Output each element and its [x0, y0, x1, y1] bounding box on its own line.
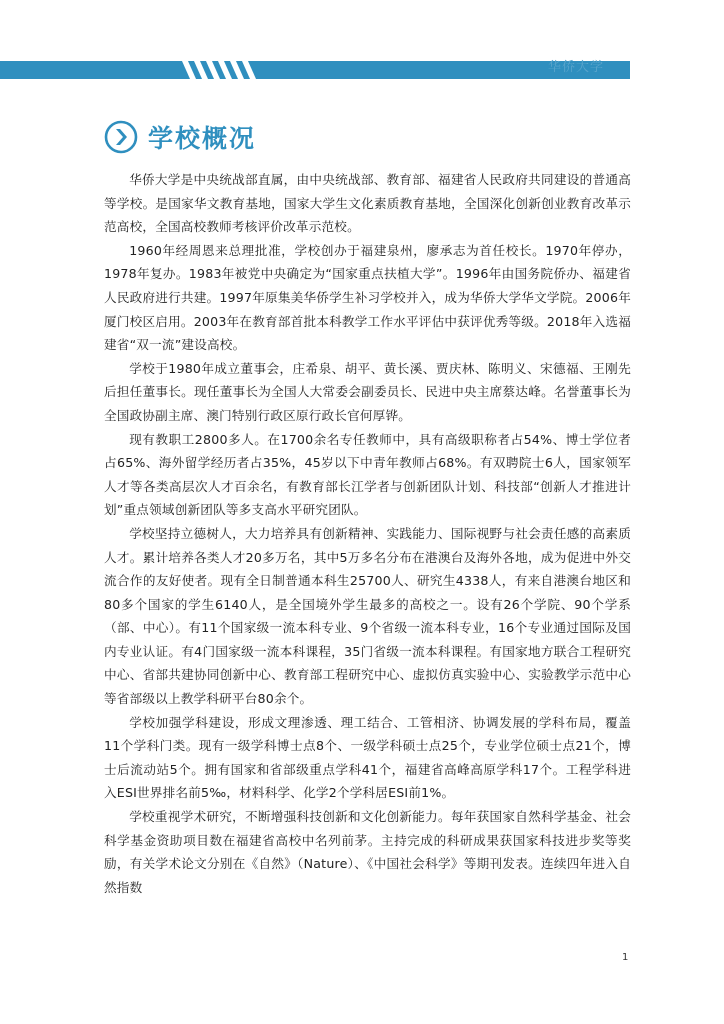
paragraph-education: 学校坚持立德树人，大力培养具有创新精神、实践能力、国际视野与社会责任感的高素质人才。累计培养各类人才20多万名，其中5万多名分布在港澳台及海外各地，成为促进中外交流合作的友好使者。现有全日制普通本科生25700人、研究生4338人，有来自港澳台地区和80多个国家的学生6140人，是全国境外学生最多的高校之一。设有26个学院、90个学系（部、中心）。有11个国家级一流本科专业、9个省级一流本科专业，16个专业通过国际及国内专业认证。有4门国家级一流本科课程，35门省级一流本科课程。有国家地方联合工程研究中心、省部共建协同创新中心、教育部工程研究中心、虚拟仿真实验中心、实验教学示范中心等省部级以上教学科研平台80余个。: [104, 525, 631, 707]
paragraph-faculty: 现有教职工2800多人。在1700余名专任教师中，具有高级职称者占54%、博士学位者占65%、海外留学经历者占35%，45岁以下中青年教师占68%。有双聘院士6人，国家领军人才等各类高层次人才百余名，有教育部长江学者与创新团队计划、科技部“创新人才推进计划”重点领域创新团队等多支高水平研究团队。: [104, 431, 631, 518]
paragraph-board: 学校于1980年成立董事会，庄希泉、胡平、黄长溪、贾庆林、陈明义、宋德福、王刚先后担任董事长。现任董事长为全国人大常委会副委员长、民进中央主席蔡达峰。名誉董事长为全国政协副主席、澳门特别行政区原行政长官何厚铧。: [104, 360, 631, 423]
paragraph-history: 1960年经周恩来总理批准，学校创办于福建泉州，廖承志为首任校长。1970年停办，1978年复办。1983年被党中央确定为“国家重点扶植大学”。1996年由国务院侨办、福建省人民政府进行共建。1997年原集美华侨学生补习学校并入，成为华侨大学华文学院。2006年厦门校区启用。2003年在教育部首批本科教学工作水平评估中获评优秀等级。2018年入选福建省“双一流”建设高校。: [104, 242, 631, 353]
header-stripes: [178, 61, 268, 79]
header-end-block: [614, 61, 630, 79]
page-number: 1: [622, 952, 629, 963]
body-text: [104, 168, 631, 899]
paragraph-research: 学校重视学术研究，不断增强科技创新和文化创新能力。每年获国家自然科学基金、社会科学基金资助项目数在福建省高校中名列前茅。主持完成的科研成果获国家科技进步奖等奖励，有关学术论文分别在《自然》（Nature）、《中国社会科学》等期刊发表。连续四年进入自然指数: [104, 809, 631, 895]
paragraph-disciplines: 学校加强学科建设，形成文理渗透、理工结合、工管相济、协调发展的学科布局，覆盖11个学科门类。现有一级学科博士点8个、一级学科硕士点25个，专业学位硕士点21个，博士后流动站5个。拥有国家和省部级重点学科41个，福建省高峰高原学科17个。工程学科进入ESI世界排名前5‰，材料科学、化学2个学科居ESI前1%。: [104, 714, 631, 801]
paragraph-intro: 华侨大学是中央统战部直属，由中央统战部、教育部、福建省人民政府共同建设的普通高等学校。是国家华文教育基地，国家大学生文化素质教育基地，全国深化创新创业教育改革示范高校，全国高校教师考核评价改革示范校。: [104, 172, 631, 235]
page-title: 学校概况: [148, 124, 257, 153]
chevron-circle-icon: [104, 120, 138, 154]
header-title: 华侨大学: [548, 60, 605, 75]
header-bar: [0, 61, 630, 79]
section-heading: [104, 119, 256, 155]
